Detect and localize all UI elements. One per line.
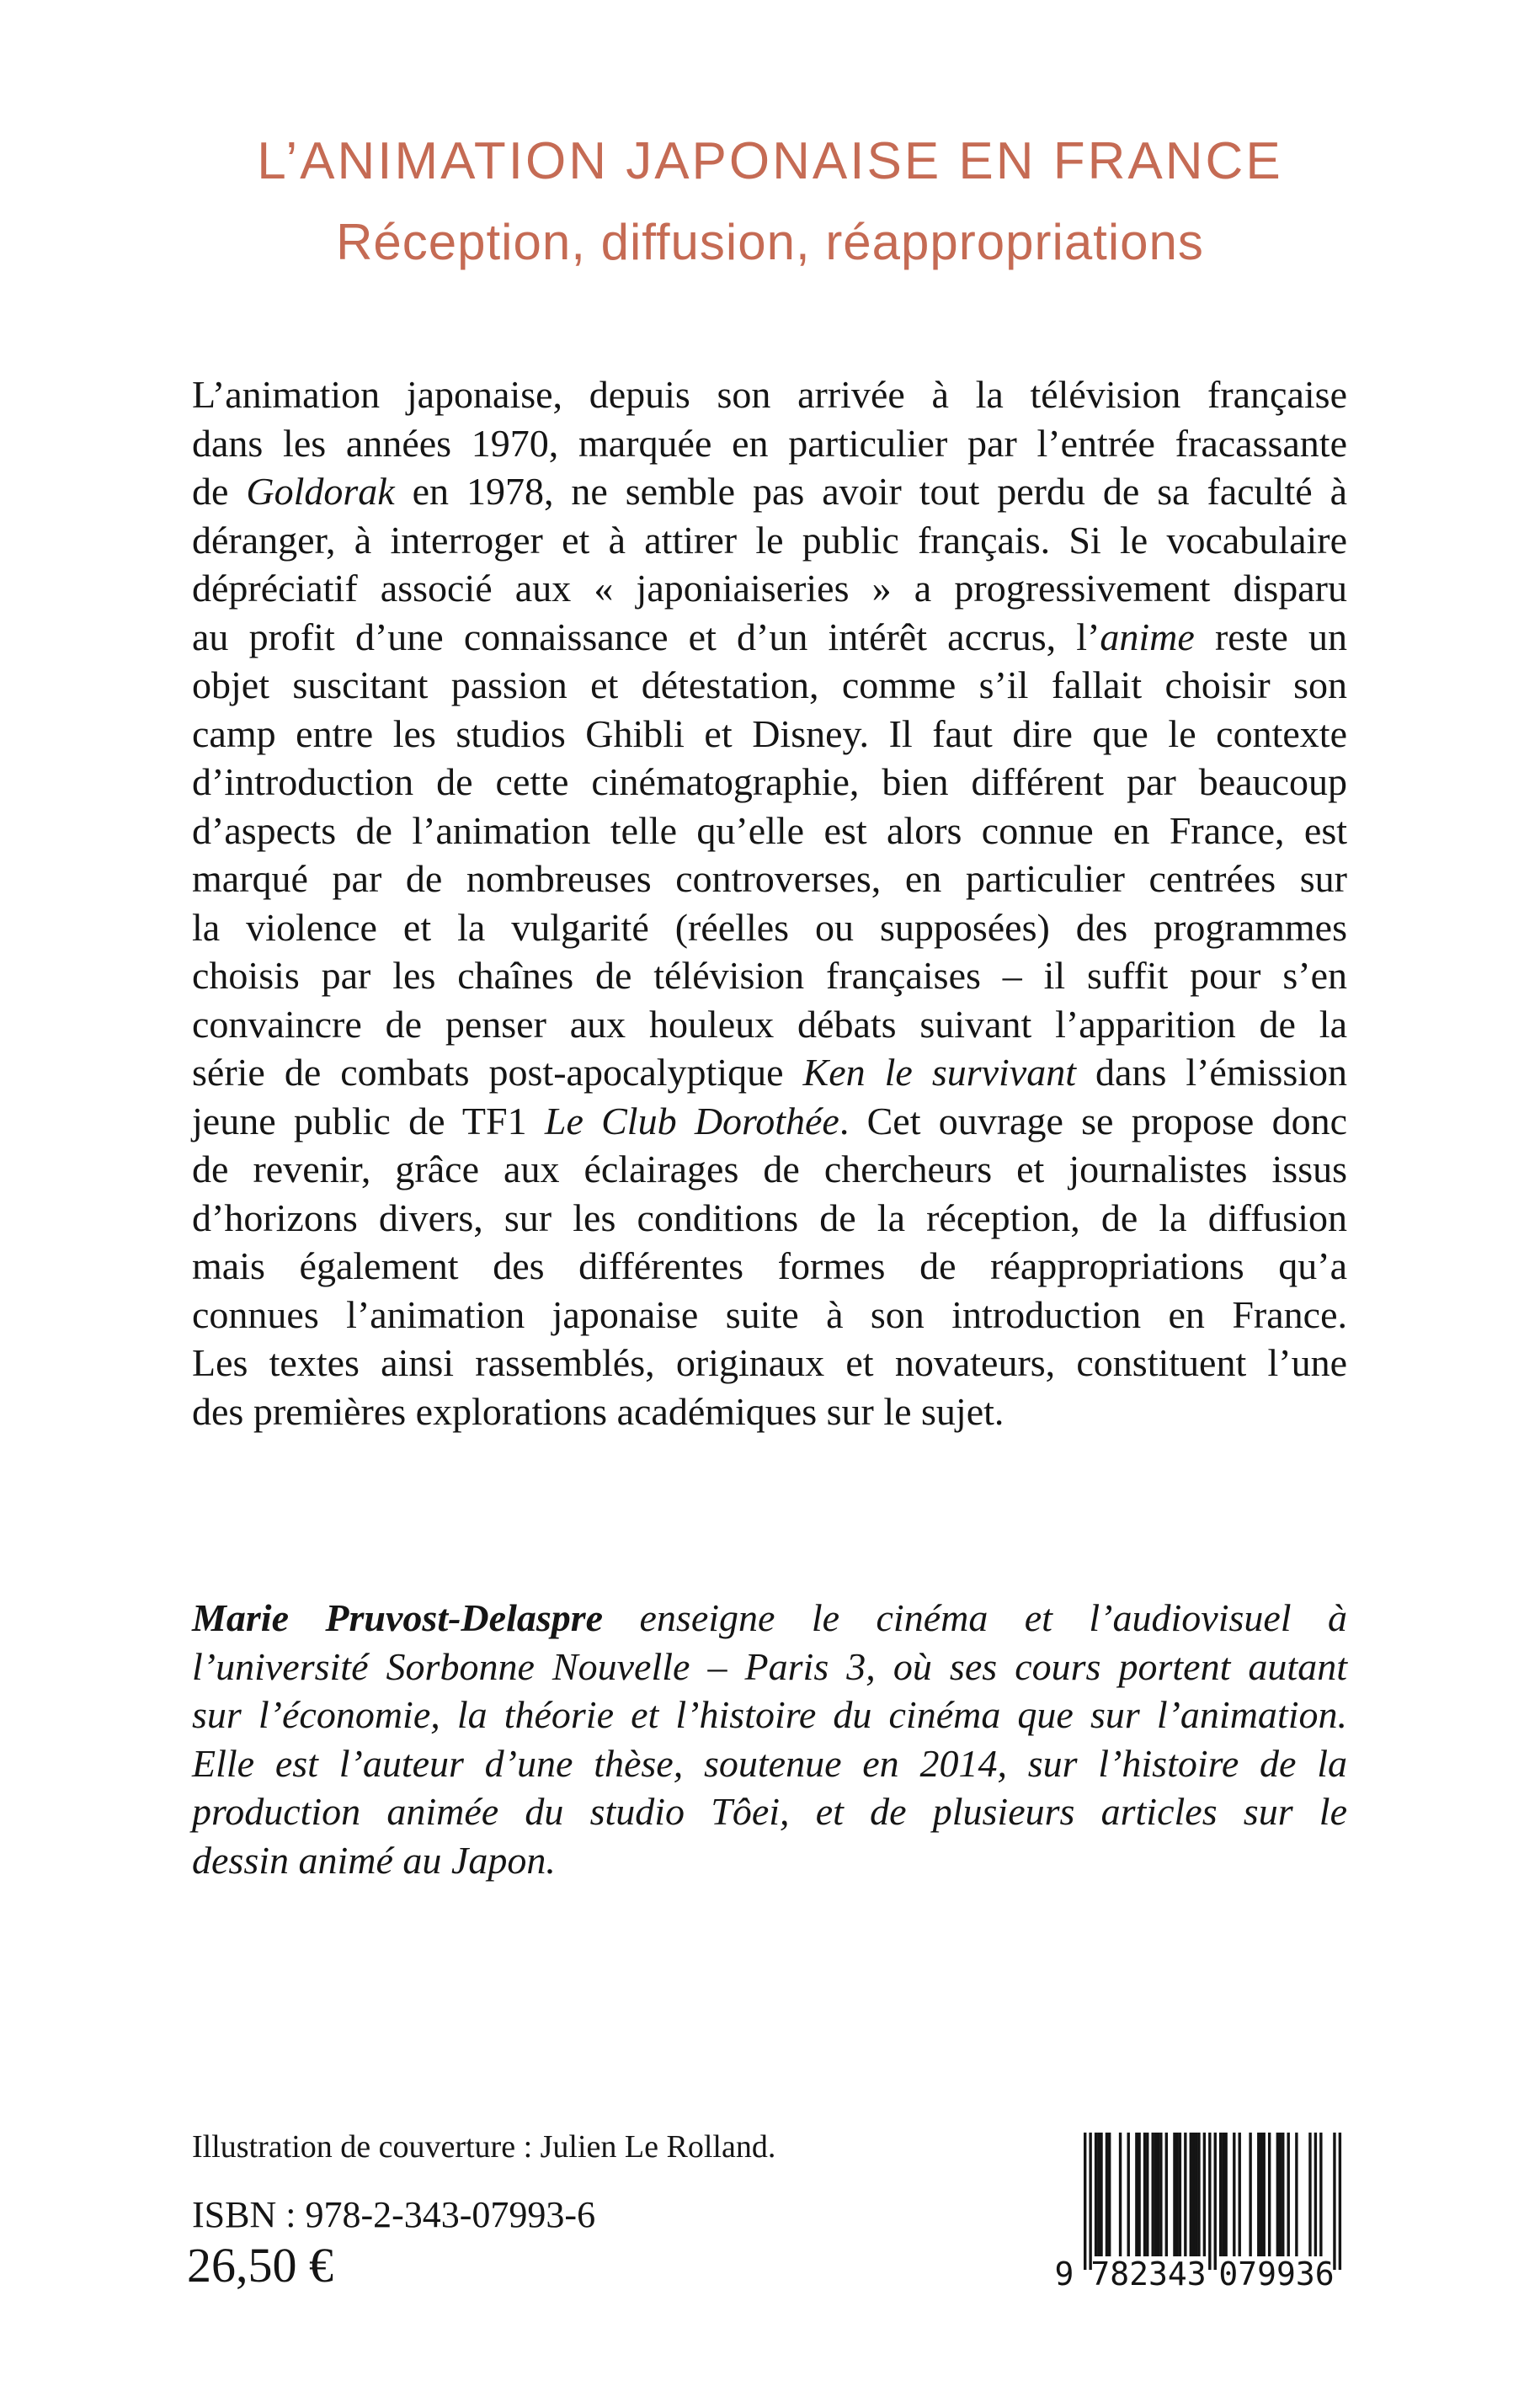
- text-line: camp entre les studios Ghibli et Disney. Il faut dire que le contexte: [192, 711, 1347, 755]
- text-line: de revenir, grâce aux éclairages de chercheurs et journalistes issus: [192, 1148, 1347, 1190]
- isbn: ISBN : 978-2-343-07993-6: [192, 2194, 596, 2235]
- text-line: sur l’économie, la théorie et l’histoire du cinéma que sur l’animation.: [192, 1693, 1347, 1736]
- text-line: au profit d’une connaissance et d’un intérêt accrus, l’anime reste un: [192, 615, 1347, 658]
- text-line: Les textes ainsi rassemblés, originaux et novateurs, constituent l’une: [192, 1341, 1347, 1384]
- text-line: la violence et la vulgarité (réelles ou supposées) des programmes: [192, 905, 1347, 949]
- text-line: jeune public de TF1 Le Club Dorothée. Cet ouvrage se propose donc: [192, 1099, 1348, 1142]
- barcode-digit-group: 9: [1054, 2256, 1074, 2293]
- author-bio-paragraph: [192, 1594, 1347, 1884]
- barcode-digit-group: 079936: [1218, 2256, 1335, 2293]
- barcode-svg: [1044, 2133, 1356, 2293]
- barcode-digit-group: 782343: [1090, 2256, 1207, 2293]
- text-line: de Goldorak en 1978, ne semble pas avoir tout perdu de sa faculté à: [192, 470, 1347, 513]
- text-line: l’université Sorbonne Nouvelle – Paris 3, où ses cours portent autant: [192, 1644, 1347, 1688]
- text-line: mais également des différentes formes de réappropriations qu’a: [192, 1244, 1347, 1287]
- text-line: marqué par de nombreuses controverses, en particulier centrées sur: [192, 857, 1347, 900]
- price: 26,50 €: [187, 2238, 333, 2293]
- ean13-barcode: [1044, 2133, 1356, 2293]
- text-line: d’introduction de cette cinématographie, bien différent par beaucoup: [192, 760, 1347, 803]
- text-line: des premières explorations académiques sur le sujet.: [192, 1389, 1004, 1433]
- text-line: production animée du studio Tôei, et de plusieurs articles sur le: [192, 1790, 1347, 1833]
- text-line: convaincre de penser aux houleux débats suivant l’apparition de la: [192, 1002, 1347, 1046]
- cover-illustration-credit: Illustration de couverture : Julien Le Rolland.: [192, 2129, 776, 2165]
- book-subtitle: Réception, diffusion, réappropriations: [336, 214, 1204, 270]
- text-line: dessin animé au Japon.: [192, 1838, 556, 1882]
- text-line: d’horizons divers, sur les conditions de la réception, de la diffusion: [192, 1196, 1347, 1239]
- book-title: L’ANIMATION JAPONAISE EN FRANCE: [257, 132, 1283, 190]
- text-line: d’aspects de l’animation telle qu’elle est alors connue en France, est: [192, 808, 1347, 852]
- text-line: dans les années 1970, marquée en particulier par l’entrée fracassante: [192, 421, 1347, 465]
- synopsis-paragraph: [192, 370, 1347, 1435]
- text-line: choisis par les chaînes de télévision françaises – il suffit pour s’en: [192, 954, 1347, 997]
- text-line: connues l’animation japonaise suite à son introduction en France.: [192, 1292, 1347, 1336]
- text-line: série de combats post-apocalyptique Ken le survivant dans l’émission: [192, 1051, 1347, 1094]
- text-line: Marie Pruvost-Delaspre enseigne le cinéma et l’audiovisuel à: [192, 1596, 1347, 1639]
- text-line: L’animation japonaise, depuis son arrivée à la télévision française: [192, 373, 1347, 416]
- text-line: objet suscitant passion et détestation, comme s’il fallait choisir son: [192, 663, 1347, 706]
- text-line: Elle est l’auteur d’une thèse, soutenue en 2014, sur l’histoire de la: [192, 1741, 1347, 1785]
- text-line: dépréciatif associé aux « japoniaiseries » a progressivement disparu: [192, 567, 1347, 610]
- text-line: déranger, à interroger et à attirer le public français. Si le vocabulaire: [192, 518, 1347, 562]
